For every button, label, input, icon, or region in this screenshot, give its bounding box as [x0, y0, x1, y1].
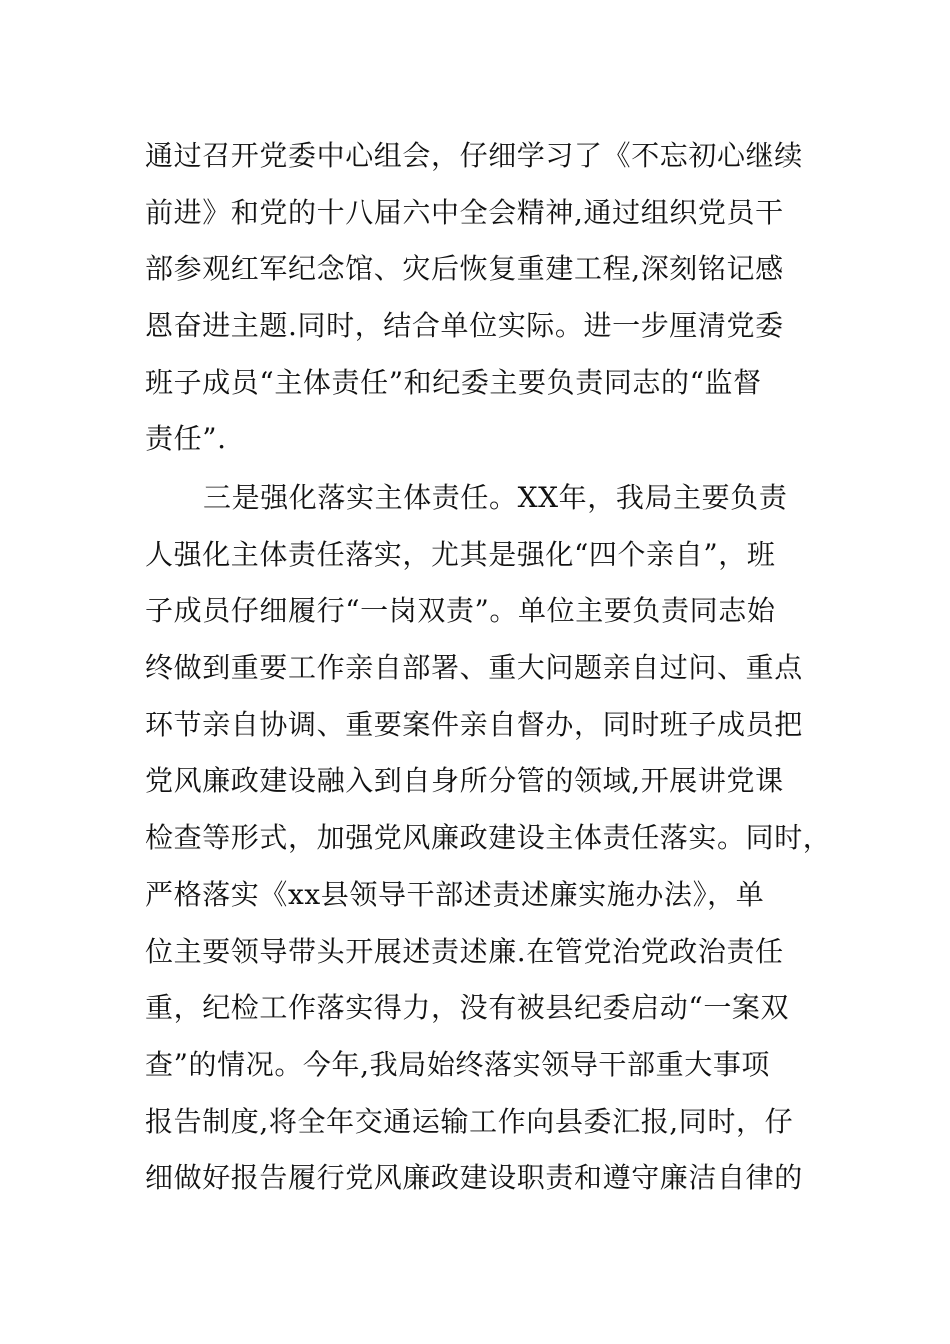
- text-line-indented: 三是强化落实主体责任。XX年，我局主要负责: [203, 481, 788, 514]
- text-line: 通过召开党委中心组会，仔细学习了《不忘初心继续: [145, 139, 803, 172]
- text-line: 查”的情况。今年,我局始终落实领导干部重大事项: [145, 1047, 771, 1081]
- text-line: 恩奋进主题.同时，结合单位实际。进一步厘清党委: [145, 309, 784, 343]
- text-line: 班子成员“主体责任”和纪委主要负责同志的“监督: [145, 365, 762, 399]
- text-line: 细做好报告履行党风廉政建设职责和遵守廉洁自律的: [145, 1161, 803, 1195]
- paragraph-1: [145, 128, 825, 468]
- text-line: 前进》和党的十八届六中全会精神,通过组织党员干: [145, 195, 784, 229]
- text-line: 子成员仔细履行“一岗双责”。单位主要负责同志始: [145, 594, 776, 628]
- text-line: 党风廉政建设融入到自身所分管的领域,开展讲党课: [145, 764, 784, 798]
- text-line: 终做到重要工作亲自部署、重大问题亲自过问、重点: [145, 651, 803, 685]
- text-line: 责任”.: [145, 422, 227, 456]
- text-line: 位主要领导带头开展述责述廉.在管党治党政治责任: [145, 934, 784, 968]
- text-line: 部参观红军纪念馆、灾后恢复重建工程,深刻铭记感: [145, 252, 784, 286]
- text-line: 严格落实《xx县领导干部述责述廉实施办法》，单: [145, 877, 765, 911]
- text-line: 人强化主体责任落实，尤其是强化“四个亲自”，班: [145, 537, 776, 571]
- paragraph-2: [145, 470, 832, 1207]
- text-line: 重，纪检工作落实得力，没有被县纪委启动“一案双: [145, 991, 790, 1025]
- text-line: 报告制度,将全年交通运输工作向县委汇报,同时，仔: [145, 1104, 794, 1138]
- text-line: 环节亲自协调、重要案件亲自督办，同时班子成员把: [145, 707, 803, 741]
- text-line: 检查等形式，加强党风廉政建设主体责任落实。同时，: [145, 821, 832, 855]
